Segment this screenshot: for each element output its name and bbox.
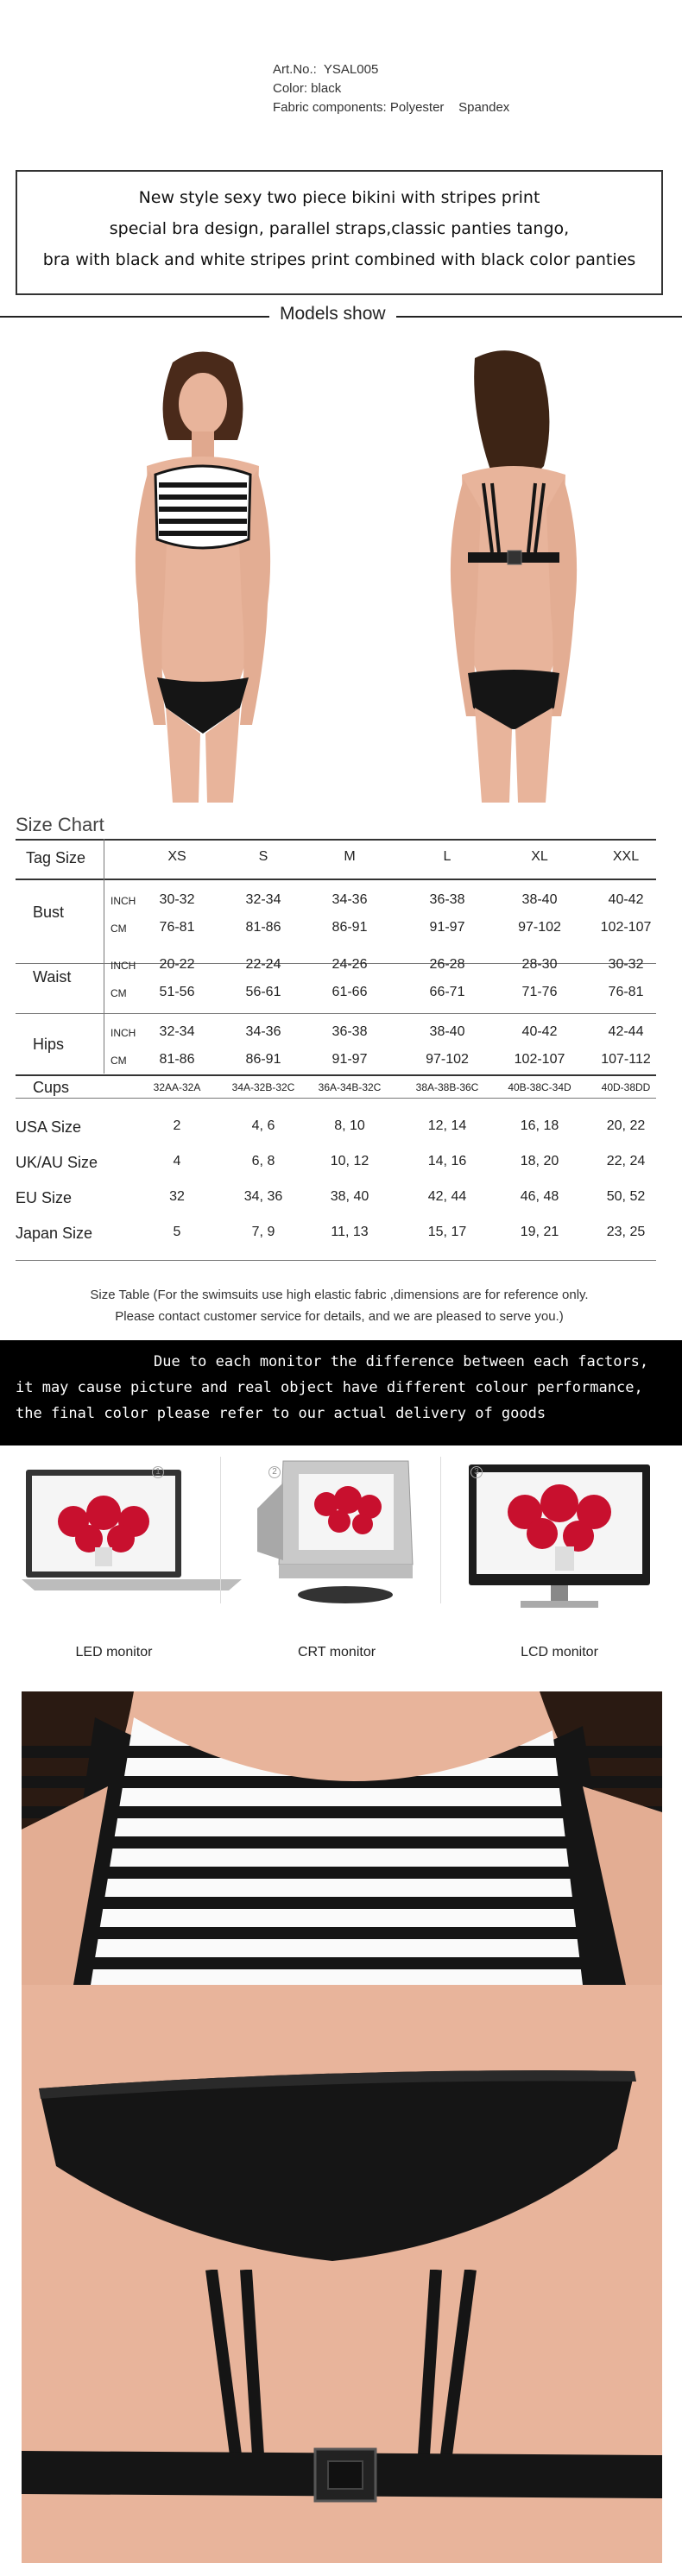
tag-size-label: Tag Size xyxy=(26,849,86,866)
unit-label: CM xyxy=(111,923,127,935)
measurement-label: Bust xyxy=(33,904,65,921)
measurement-value: 66-71 xyxy=(429,985,465,999)
fabric-info: Fabric components: Polyester Spandex xyxy=(273,100,510,115)
description-box xyxy=(16,170,663,295)
size-chart-title: Size Chart xyxy=(16,814,104,835)
art-number: Art.No.: YSAL005 xyxy=(273,62,379,77)
region-size-value: 12, 14 xyxy=(427,1118,467,1133)
unit-label: CM xyxy=(111,1055,127,1067)
region-size-value: 32 xyxy=(169,1189,185,1204)
region-size-value: 18, 20 xyxy=(520,1154,559,1168)
size-note xyxy=(16,1284,663,1327)
region-size-value: 4 xyxy=(173,1154,181,1168)
table-rule xyxy=(16,879,656,880)
unit-label: INCH xyxy=(111,1027,136,1039)
size-note-line: Please contact customer service for details, and we are pleased to serve you.) xyxy=(115,1309,564,1324)
region-size-value: 50, 52 xyxy=(606,1189,646,1204)
measurement-value: 97-102 xyxy=(426,1052,469,1067)
region-size-value: 10, 12 xyxy=(330,1154,369,1168)
table-rule xyxy=(16,1074,656,1076)
model-back-photo xyxy=(397,345,630,803)
monitor-notice xyxy=(0,1340,682,1445)
measurement-value: 76-81 xyxy=(608,985,644,999)
region-size-value: 7, 9 xyxy=(251,1225,275,1239)
measurement-value: 102-107 xyxy=(514,1052,565,1067)
cup-value: 34A-32B-32C xyxy=(231,1081,295,1093)
measurement-value: 26-28 xyxy=(429,957,465,972)
size-header: M xyxy=(344,849,356,864)
region-size-value: 38, 40 xyxy=(330,1189,369,1204)
bra-front-detail-photo xyxy=(22,1691,662,1985)
model-front-photo xyxy=(86,345,319,803)
measurement-value: 71-76 xyxy=(521,985,558,999)
measurement-value: 32-34 xyxy=(245,892,281,907)
size-header: XXL xyxy=(612,849,640,864)
cup-value: 38A-38B-36C xyxy=(415,1081,479,1093)
table-rule xyxy=(16,1260,656,1261)
models-show-title: Models show xyxy=(269,304,396,324)
cups-label: Cups xyxy=(33,1079,70,1096)
region-size-value: 14, 16 xyxy=(427,1154,467,1168)
description-line: special bra design, parallel straps,classic panties tango, xyxy=(109,219,570,238)
cup-value: 40D-38DD xyxy=(601,1081,651,1093)
region-label: USA Size xyxy=(16,1118,82,1136)
monitor-number: 3 xyxy=(470,1466,483,1478)
size-header: S xyxy=(258,849,268,864)
monitor-number: 2 xyxy=(268,1466,281,1478)
region-size-value: 15, 17 xyxy=(427,1225,467,1239)
region-label: Japan Size xyxy=(16,1225,93,1242)
monitor-number: 1 xyxy=(152,1466,164,1478)
cup-value: 36A-34B-32C xyxy=(318,1081,382,1093)
region-size-value: 2 xyxy=(173,1118,181,1133)
size-header: XL xyxy=(531,849,548,864)
measurement-value: 86-91 xyxy=(245,1052,281,1067)
back-strap-detail-photo xyxy=(22,2270,662,2563)
region-size-value: 4, 6 xyxy=(251,1118,275,1133)
unit-label: INCH xyxy=(111,960,136,972)
region-size-value: 16, 18 xyxy=(520,1118,559,1133)
measurement-value: 81-86 xyxy=(245,920,281,935)
divider xyxy=(220,1457,221,1603)
measurement-value: 102-107 xyxy=(600,920,652,935)
cup-value: 40B-38C-34D xyxy=(508,1081,571,1093)
measurement-value: 42-44 xyxy=(608,1024,644,1039)
table-rule xyxy=(16,1013,656,1014)
color-info: Color: black xyxy=(273,81,342,96)
measurement-value: 91-97 xyxy=(332,1052,368,1067)
measurement-value: 22-24 xyxy=(245,957,281,972)
measurement-value: 30-32 xyxy=(159,892,195,907)
measurement-value: 20-22 xyxy=(159,957,195,972)
led-monitor-label: LED monitor xyxy=(75,1645,153,1660)
measurement-value: 56-61 xyxy=(245,985,281,999)
size-note-line: Size Table (For the swimsuits use high elastic fabric ,dimensions are for reference only. xyxy=(90,1288,589,1302)
measurement-value: 34-36 xyxy=(332,892,368,907)
lcd-monitor-label: LCD monitor xyxy=(521,1645,598,1660)
description-line: bra with black and white stripes print combined with black color panties xyxy=(42,250,636,269)
region-size-value: 11, 13 xyxy=(331,1225,369,1239)
measurement-value: 40-42 xyxy=(521,1024,558,1039)
region-size-value: 5 xyxy=(173,1225,181,1239)
measurement-value: 36-38 xyxy=(332,1024,368,1039)
panties-detail-photo xyxy=(22,1985,662,2270)
region-size-value: 23, 25 xyxy=(606,1225,646,1239)
region-label: EU Size xyxy=(16,1189,73,1206)
measurement-value: 107-112 xyxy=(601,1052,651,1067)
table-rule xyxy=(16,839,656,841)
measurement-value: 38-40 xyxy=(429,1024,465,1039)
cup-value: 32AA-32A xyxy=(153,1081,201,1093)
measurement-value: 91-97 xyxy=(429,920,465,935)
measurement-value: 76-81 xyxy=(159,920,195,935)
size-header: L xyxy=(443,849,452,864)
region-size-value: 34, 36 xyxy=(243,1189,283,1204)
unit-label: CM xyxy=(111,987,127,999)
divider xyxy=(440,1457,441,1603)
measurement-value: 97-102 xyxy=(518,920,561,935)
striped-bra xyxy=(155,466,250,548)
measurement-value: 40-42 xyxy=(608,892,644,907)
measurement-value: 38-40 xyxy=(521,892,558,907)
size-header: XS xyxy=(167,849,186,864)
lcd-monitor-image xyxy=(464,1460,654,1616)
measurement-value: 28-30 xyxy=(521,957,558,972)
crt-monitor-image xyxy=(257,1457,430,1612)
monitor-comparison xyxy=(0,1450,682,1674)
measurement-value: 30-32 xyxy=(608,957,644,972)
notice-line: the final color please refer to our actual delivery of goods xyxy=(16,1405,546,1422)
region-size-value: 20, 22 xyxy=(606,1118,646,1133)
measurement-value: 36-38 xyxy=(429,892,465,907)
region-size-value: 46, 48 xyxy=(520,1189,559,1204)
notice-line: it may cause picture and real object have different colour performance, xyxy=(16,1379,643,1396)
crt-monitor-label: CRT monitor xyxy=(297,1645,376,1660)
region-size-value: 6, 8 xyxy=(251,1154,275,1168)
measurement-value: 86-91 xyxy=(332,920,368,935)
measurement-label: Waist xyxy=(33,968,72,986)
measurement-label: Hips xyxy=(33,1036,65,1053)
measurement-value: 24-26 xyxy=(332,957,368,972)
region-size-value: 19, 21 xyxy=(520,1225,559,1239)
measurement-value: 51-56 xyxy=(159,985,195,999)
region-label: UK/AU Size xyxy=(16,1154,98,1171)
measurement-value: 32-34 xyxy=(159,1024,195,1039)
region-size-value: 8, 10 xyxy=(334,1118,365,1133)
notice-line: Due to each monitor the difference between each factors, xyxy=(154,1353,649,1370)
description-line: New style sexy two piece bikini with stripes print xyxy=(138,188,540,207)
measurement-value: 81-86 xyxy=(159,1052,195,1067)
measurement-value: 34-36 xyxy=(245,1024,281,1039)
product-info xyxy=(273,60,509,117)
led-laptop-image xyxy=(22,1465,246,1595)
region-size-value: 42, 44 xyxy=(427,1189,467,1204)
table-rule xyxy=(16,1098,656,1099)
measurement-value: 61-66 xyxy=(332,985,368,999)
region-size-value: 22, 24 xyxy=(606,1154,646,1168)
unit-label: INCH xyxy=(111,895,136,907)
